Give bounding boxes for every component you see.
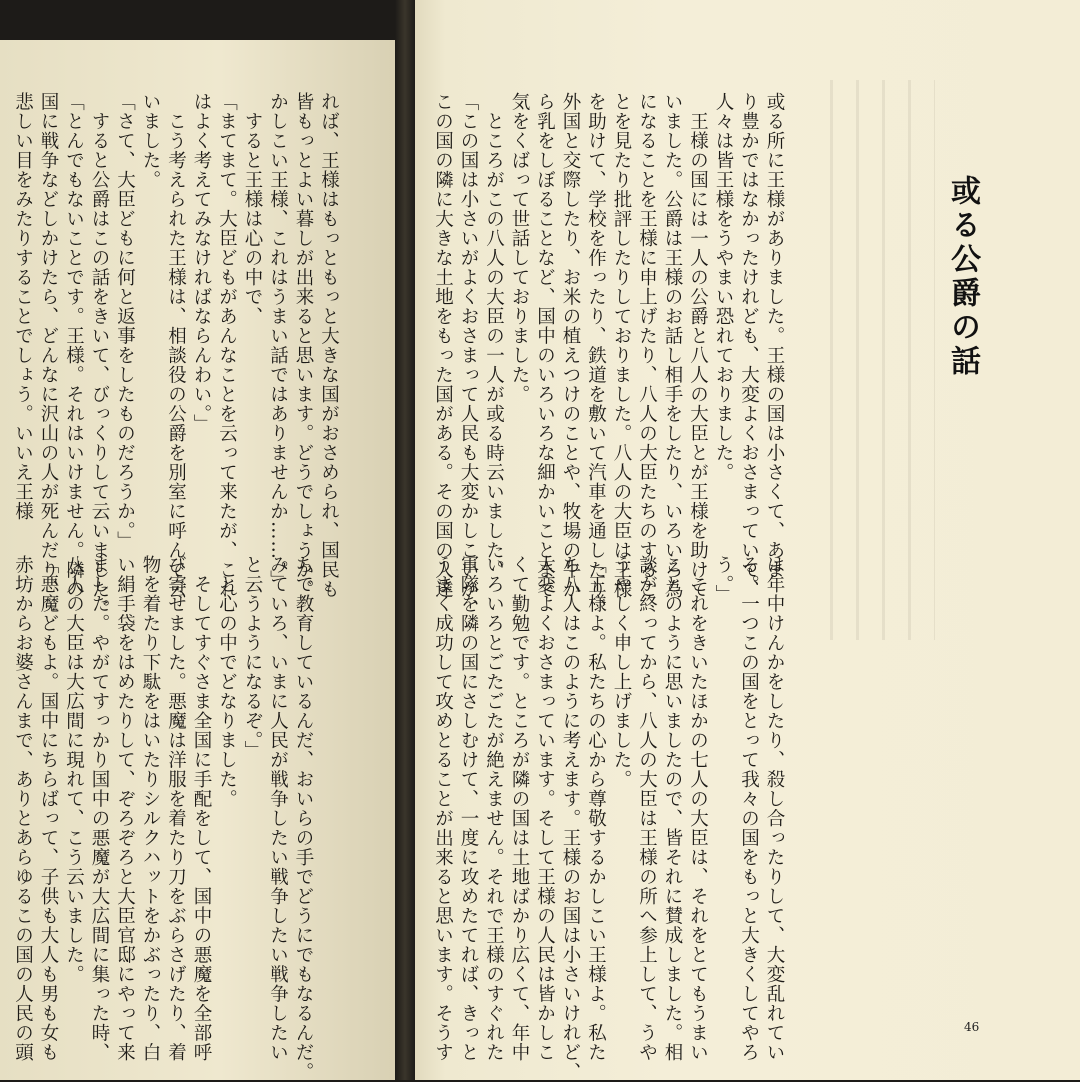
left-page-lower-text: ちで教育しているんだ、おいらの手でどうにでもなるんだ。 みていろ、いまに人民が戦争したい戦争したい戦争したい と云うようになるぞ。」 と心の中でどなりました。 そしてすぐさま全国に手配をして、国中の悪魔を全部呼 び寄せました。悪魔は洋服を着たり刀をぶらさげたり、着 物を着たり下駄をはいたりシルクハットをかぶったり、白 い絹手袋をはめたりして、ぞろぞろと大臣官邸にやって来 ました。やがてすっかり国中の悪魔が大広間に集った時、 八人の大臣は大広間に現れて、こう云いました。 「悪魔どもよ。国中にちらばって、子供も大人も男も女も 赤坊からお婆さんまで、ありとあらゆるこの国の人民の頭 bbox=[12, 555, 314, 1082]
show-through-text bbox=[820, 80, 935, 640]
left-page-upper-text: れば、王様はもっともっと大きな国がおさめられ、国民も 皆もっとよい暮しが出来ると思います。どうでしょうか。 かしこい王様、これはうまい話ではありませんか……。」 すると王様は心の中で、 「まてまて。大臣どもがあんなことを云って来たが、これ はよく考えてみなければならんわい。」 こう考えられた王様は、相談役の公爵を別室に呼んで云 いました。 「さて、大臣どもに何と返事をしたものだろうか。」 すると公爵はこの話をきいて、びっくりして云いました。 「とんでもないことです。王様。それはいけません。隣の 国に戦争などしかけたら、どんなに沢山の人が死んだり、 悲しい目をみたりすることでしょう。いいえ王様 bbox=[12, 92, 340, 619]
right-page-upper-text: 或る所に王様がありました。王様の国は小さくて、あま り豊かではなかったけれども、大変よくおさまっていて、 人々は皆王様をうやまい恐れておりました。 王様の国には一人の公爵と八人の大臣とが王様を助けて いました。公爵は王様のお話し相手をしたり、いろいろ為 になることを王様に申上げたり、八人の大臣たちのするこ とを見たり批評したりしておりました。八人の大臣は王様 を助けて、学校を作ったり、鉄道を敷いて汽車を通したり、 外国と交際したり、お米の植えつけのことや、牧場の牛か ら乳をしぼることなど、国中のいろいろな細かいことまで 気をくばって世話しておりました。 ところがこの八人の大臣の一人が或る時云いました。 「この国は小さいがよくおさまって人民も大変かしこいが、 この国の隣に大きな土地をもった国がある。その国の人達 bbox=[432, 92, 785, 619]
page-number: 46 bbox=[964, 1020, 980, 1034]
right-page-lower-text: は年中けんかをしたり、殺し合ったりして、大変乱れてい る。一つこの国をとって我々の国をもっと大きくしてやろ う。」 これをきいたほかの七人の大臣は、それをとてもうまい ことのように思いましたので、皆それに賛成しました。相 談が終ってから、八人の大臣は王様の所へ参上して、うや うやしく申し上げました。 「王様よ。私たちの心から尊敬するかしこい王様よ。私た ち八人はこのように考えます。王様のお国は小さいけれど、 大変よくおさまっています。そして王様の人民は皆かしこ くて勤勉です。ところが隣の国は土地ばかり広くて、年中 いろいろとごたごたが絶えません。それで王様のすぐれた 軍隊を隣の国にさしむけて、一度に攻めたてれば、きっと うまく成功して攻めとることが出来ると思います。そうす bbox=[432, 555, 785, 1082]
book-gutter bbox=[395, 0, 415, 1080]
story-title: 或る公爵の話 bbox=[945, 175, 980, 379]
